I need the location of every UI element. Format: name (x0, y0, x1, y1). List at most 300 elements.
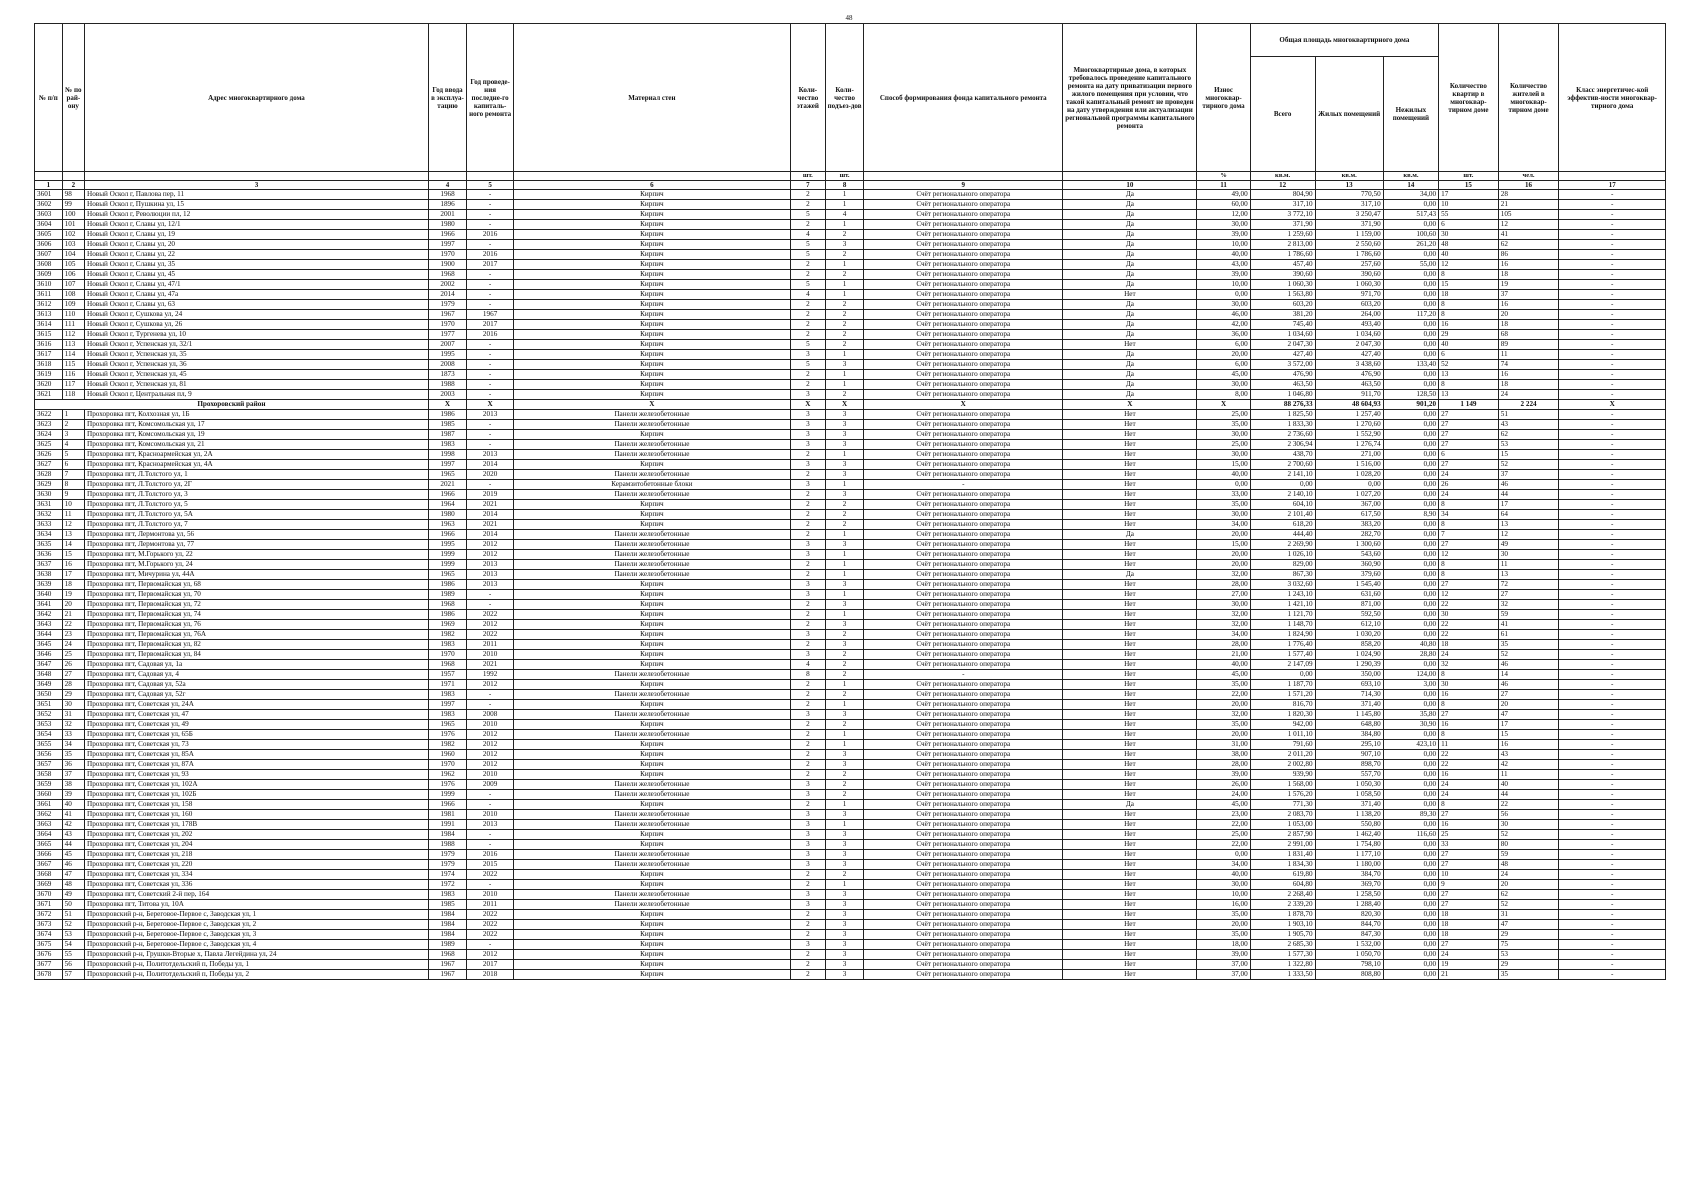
cell-floors: 2 (790, 220, 825, 230)
cell-entrances: 1 (825, 530, 863, 540)
cell-area-living: 1 270,60 (1315, 420, 1383, 430)
cell-last-repair-year: 2012 (467, 750, 514, 760)
cell-residents: 75 (1498, 940, 1559, 950)
cell-apartments: 11 (1439, 740, 1499, 750)
cell-year-built: 1987 (428, 430, 466, 440)
cell-energy-class: - (1559, 530, 1666, 540)
cell-wear: 15,00 (1197, 460, 1250, 470)
cell-area-living: 844,70 (1315, 920, 1383, 930)
unit-apartments: шт. (1439, 172, 1499, 181)
cell-entrances: 3 (825, 810, 863, 820)
cell-area-living: 493,40 (1315, 320, 1383, 330)
cell-floors: 2 (790, 960, 825, 970)
cell-num: 3611 (35, 290, 63, 300)
cell-address: Прохоровка пгт, Советская ул, 334 (85, 870, 429, 880)
cell-area-living: 282,70 (1315, 530, 1383, 540)
cell-privatization-repair: Нет (1063, 620, 1197, 630)
cell-wall-material: Панели железобетонные (514, 900, 791, 910)
cell-last-repair-year: 2012 (467, 740, 514, 750)
cell-apartments: 21 (1439, 970, 1499, 980)
cell-floors: 2 (790, 300, 825, 310)
cell-area-nonliving: 3,00 (1383, 680, 1438, 690)
cell-floors: 2 (790, 330, 825, 340)
cell-year-built: 1983 (428, 710, 466, 720)
cell-wear: 10,00 (1197, 280, 1250, 290)
cell-energy-class: - (1559, 800, 1666, 810)
cell-num: 3631 (35, 500, 63, 510)
table-row (35, 740, 1666, 750)
cell-entrances: 3 (825, 440, 863, 450)
cell-area-total: 1 825,50 (1250, 410, 1315, 420)
cell-area-total: 1 905,70 (1250, 930, 1315, 940)
cell-area-nonliving: 0,00 (1383, 950, 1438, 960)
cell-energy-class: - (1559, 900, 1666, 910)
cell-fund-method: Счёт регионального оператора (864, 800, 1063, 810)
cell-privatization-repair: Нет (1063, 510, 1197, 520)
cell-floors: 2 (790, 260, 825, 270)
cell-area-living: 1 545,40 (1315, 580, 1383, 590)
cell-wear: 49,00 (1197, 190, 1250, 200)
cell-apartments: 16 (1439, 690, 1499, 700)
cell-wear: 25,00 (1197, 410, 1250, 420)
cell-area-nonliving: 0,00 (1383, 750, 1438, 760)
cell-residents: 44 (1498, 490, 1559, 500)
cell-energy-class: - (1559, 620, 1666, 630)
cell-address: Прохоровка пгт, Красноармейская ул, 4А (85, 460, 429, 470)
colnum-num: 1 (35, 181, 63, 190)
cell-wear: 32,00 (1197, 620, 1250, 630)
cell-residents: 11 (1498, 350, 1559, 360)
cell-area-living: 1 516,00 (1315, 460, 1383, 470)
cell-address: Прохоровка пгт, Колхозная ул, 1Б (85, 410, 429, 420)
cell-area-total: 1 833,30 (1250, 420, 1315, 430)
cell-num: 3658 (35, 770, 63, 780)
cell-entrances: 2 (825, 720, 863, 730)
cell-fund-method: Счёт регионального оператора (864, 850, 1063, 860)
cell-energy-class: - (1559, 490, 1666, 500)
cell-residents: 31 (1498, 910, 1559, 920)
cell-district-num: 116 (62, 370, 84, 380)
cell-area-total: 1 776,40 (1250, 640, 1315, 650)
cell-num: 3670 (35, 890, 63, 900)
colnum-entrances: 8 (825, 181, 863, 190)
cell-residents: 43 (1498, 420, 1559, 430)
table-row (35, 550, 1666, 560)
table-row (35, 780, 1666, 790)
cell-last-repair-year: - (467, 220, 514, 230)
cell-energy-class: - (1559, 260, 1666, 270)
cell-privatization-repair: Нет (1063, 900, 1197, 910)
cell-area-nonliving: 0,00 (1383, 960, 1438, 970)
cell-area-nonliving: 0,00 (1383, 820, 1438, 830)
cell-residents: 19 (1498, 280, 1559, 290)
cell-wear: 46,00 (1197, 310, 1250, 320)
cell-floors: 2 (790, 930, 825, 940)
cell-address: Прохоровка пгт, Комсомольская ул, 19 (85, 430, 429, 440)
cell-floors: 2 (790, 510, 825, 520)
cell-area-nonliving: 0,00 (1383, 600, 1438, 610)
cell-wear: 16,00 (1197, 900, 1250, 910)
cell-area-living: 390,60 (1315, 270, 1383, 280)
cell-address: Новый Оскол г, Сушкова ул, 24 (85, 310, 429, 320)
cell-address: Прохоровка пгт, Первомайская ул, 72 (85, 600, 429, 610)
cell-privatization-repair: Да (1063, 380, 1197, 390)
cell-address: Новый Оскол г, Успенская ул, 32/1 (85, 340, 429, 350)
unit-address (85, 172, 429, 181)
district-energy-class: X (1559, 400, 1666, 410)
cell-num: 3620 (35, 380, 63, 390)
cell-area-nonliving: 517,43 (1383, 210, 1438, 220)
cell-privatization-repair: Да (1063, 350, 1197, 360)
cell-area-total: 1 577,40 (1250, 650, 1315, 660)
cell-entrances: 3 (825, 470, 863, 480)
cell-privatization-repair: Нет (1063, 960, 1197, 970)
cell-energy-class: - (1559, 300, 1666, 310)
cell-area-nonliving: 0,00 (1383, 490, 1438, 500)
cell-residents: 27 (1498, 690, 1559, 700)
cell-entrances: 3 (825, 860, 863, 870)
table-row (35, 630, 1666, 640)
cell-wear: 30,00 (1197, 510, 1250, 520)
cell-address: Прохоровка пгт, Л.Толстого ул, 1 (85, 470, 429, 480)
cell-area-living: 612,10 (1315, 620, 1383, 630)
cell-address: Прохоровка пгт, М.Горького ул, 22 (85, 550, 429, 560)
colnum-floors: 7 (790, 181, 825, 190)
cell-residents: 18 (1498, 270, 1559, 280)
cell-area-total: 2 101,40 (1250, 510, 1315, 520)
cell-address: Прохоровка пгт, Л.Толстого ул, 5 (85, 500, 429, 510)
cell-year-built: 1983 (428, 440, 466, 450)
cell-fund-method: Счёт регионального оператора (864, 900, 1063, 910)
cell-num: 3622 (35, 410, 63, 420)
cell-wear: 32,00 (1197, 570, 1250, 580)
cell-wear: 18,00 (1197, 940, 1250, 950)
colnum-district-num: 2 (62, 181, 84, 190)
cell-year-built: 1982 (428, 630, 466, 640)
cell-energy-class: - (1559, 470, 1666, 480)
cell-floors: 2 (790, 680, 825, 690)
cell-entrances: 2 (825, 320, 863, 330)
cell-area-nonliving: 0,00 (1383, 530, 1438, 540)
cell-fund-method: - (864, 670, 1063, 680)
cell-year-built: 2002 (428, 280, 466, 290)
cell-residents: 40 (1498, 780, 1559, 790)
cell-wall-material: Кирпич (514, 280, 791, 290)
cell-privatization-repair: Нет (1063, 880, 1197, 890)
cell-energy-class: - (1559, 210, 1666, 220)
table-row (35, 300, 1666, 310)
cell-privatization-repair: Нет (1063, 740, 1197, 750)
cell-apartments: 16 (1439, 720, 1499, 730)
cell-wear: 6,00 (1197, 340, 1250, 350)
cell-num: 3666 (35, 850, 63, 860)
colnum-last-repair-year: 5 (467, 181, 514, 190)
cell-year-built: 1999 (428, 550, 466, 560)
cell-privatization-repair: Да (1063, 300, 1197, 310)
cell-fund-method: Счёт регионального оператора (864, 300, 1063, 310)
cell-wear: 20,00 (1197, 550, 1250, 560)
cell-floors: 2 (790, 690, 825, 700)
cell-address: Прохоровка пгт, Первомайская ул, 76А (85, 630, 429, 640)
cell-apartments: 32 (1439, 660, 1499, 670)
cell-area-nonliving: 0,00 (1383, 920, 1438, 930)
cell-wear: 35,00 (1197, 500, 1250, 510)
cell-num: 3669 (35, 880, 63, 890)
cell-address: Новый Оскол г, Славы ул, 45 (85, 270, 429, 280)
cell-address: Прохоровка пгт, Л.Толстого ул, 3 (85, 490, 429, 500)
cell-entrances: 2 (825, 300, 863, 310)
unit-num (35, 172, 63, 181)
cell-area-total: 791,60 (1250, 740, 1315, 750)
cell-address: Прохоровка пгт, Красноармейская ул, 2А (85, 450, 429, 460)
cell-address: Прохоровка пгт, Л.Толстого ул, 7 (85, 520, 429, 530)
cell-privatization-repair: Нет (1063, 910, 1197, 920)
cell-year-built: 1980 (428, 220, 466, 230)
cell-entrances: 4 (825, 210, 863, 220)
cell-wear: 30,00 (1197, 300, 1250, 310)
cell-district-num: 50 (62, 900, 84, 910)
cell-fund-method: Счёт регионального оператора (864, 890, 1063, 900)
cell-area-nonliving: 0,00 (1383, 520, 1438, 530)
cell-fund-method: Счёт регионального оператора (864, 350, 1063, 360)
cell-energy-class: - (1559, 320, 1666, 330)
cell-fund-method: Счёт регионального оператора (864, 790, 1063, 800)
cell-fund-method: Счёт регионального оператора (864, 740, 1063, 750)
cell-floors: 3 (790, 940, 825, 950)
cell-floors: 2 (790, 610, 825, 620)
cell-area-living: 714,30 (1315, 690, 1383, 700)
cell-district-num: 10 (62, 500, 84, 510)
cell-area-living: 911,70 (1315, 390, 1383, 400)
cell-num: 3667 (35, 860, 63, 870)
cell-privatization-repair: Нет (1063, 750, 1197, 760)
cell-area-living: 2 047,30 (1315, 340, 1383, 350)
cell-floors: 2 (790, 800, 825, 810)
cell-fund-method: Счёт регионального оператора (864, 930, 1063, 940)
cell-district-num: 21 (62, 610, 84, 620)
cell-area-living: 360,90 (1315, 560, 1383, 570)
cell-entrances: 3 (825, 710, 863, 720)
cell-entrances: 1 (825, 800, 863, 810)
cell-last-repair-year: 2020 (467, 470, 514, 480)
unit-area-living: кв.м. (1315, 172, 1383, 181)
cell-area-total: 1 568,00 (1250, 780, 1315, 790)
cell-address: Прохоровка пгт, Советская ул, 49 (85, 720, 429, 730)
cell-privatization-repair: Нет (1063, 640, 1197, 650)
cell-entrances: 2 (825, 660, 863, 670)
cell-wear: 30,00 (1197, 880, 1250, 890)
cell-address: Прохоровка пгт, Советская ул, 47 (85, 710, 429, 720)
cell-area-living: 1 257,40 (1315, 410, 1383, 420)
cell-last-repair-year: - (467, 700, 514, 710)
table-row (35, 560, 1666, 570)
cell-fund-method: Счёт регионального оператора (864, 770, 1063, 780)
table-row (35, 460, 1666, 470)
cell-address: Прохоровка пгт, Л.Толстого ул, 2Г (85, 480, 429, 490)
cell-district-num: 51 (62, 910, 84, 920)
cell-floors: 5 (790, 250, 825, 260)
cell-privatization-repair: Да (1063, 230, 1197, 240)
cell-apartments: 8 (1439, 310, 1499, 320)
cell-num: 3635 (35, 540, 63, 550)
cell-wear: 38,00 (1197, 750, 1250, 760)
table-row (35, 860, 1666, 870)
cell-privatization-repair: Нет (1063, 810, 1197, 820)
cell-residents: 20 (1498, 310, 1559, 320)
cell-energy-class: - (1559, 770, 1666, 780)
cell-address: Новый Оскол г, Славы ул, 47/1 (85, 280, 429, 290)
cell-address: Прохоровка пгт, Первомайская ул, 74 (85, 610, 429, 620)
cell-area-living: 384,80 (1315, 730, 1383, 740)
cell-wear: 35,00 (1197, 930, 1250, 940)
table-row (35, 840, 1666, 850)
cell-address: Прохоровка пгт, Советская ул, 220 (85, 860, 429, 870)
cell-area-nonliving: 0,00 (1383, 290, 1438, 300)
cell-last-repair-year: 2012 (467, 680, 514, 690)
cell-floors: 2 (790, 740, 825, 750)
cell-wear: 35,00 (1197, 680, 1250, 690)
cell-entrances: 2 (825, 770, 863, 780)
cell-num: 3614 (35, 320, 63, 330)
district-area-nonliving: 901,20 (1383, 400, 1438, 410)
cell-address: Прохоровка пгт, Советская ул, 85А (85, 750, 429, 760)
cell-year-built: 2021 (428, 480, 466, 490)
cell-area-living: 1 180,00 (1315, 860, 1383, 870)
cell-area-living: 631,60 (1315, 590, 1383, 600)
cell-year-built: 1966 (428, 530, 466, 540)
cell-last-repair-year: 2012 (467, 950, 514, 960)
cell-wall-material: Кирпич (514, 880, 791, 890)
cell-num: 3647 (35, 660, 63, 670)
cell-last-repair-year: 2010 (467, 720, 514, 730)
cell-residents: 68 (1498, 330, 1559, 340)
cell-floors: 5 (790, 280, 825, 290)
cell-floors: 3 (790, 710, 825, 720)
cell-address: Новый Оскол г, Успенская ул, 35 (85, 350, 429, 360)
cell-fund-method: Счёт регионального оператора (864, 640, 1063, 650)
cell-area-total: 1 786,60 (1250, 250, 1315, 260)
cell-area-living: 898,70 (1315, 760, 1383, 770)
cell-last-repair-year: - (467, 840, 514, 850)
cell-area-living: 1 754,80 (1315, 840, 1383, 850)
cell-year-built: 1979 (428, 860, 466, 870)
cell-apartments: 22 (1439, 600, 1499, 610)
cell-district-num: 53 (62, 930, 84, 940)
cell-floors: 3 (790, 420, 825, 430)
cell-num: 3654 (35, 730, 63, 740)
cell-area-nonliving: 0,00 (1383, 320, 1438, 330)
cell-energy-class: - (1559, 880, 1666, 890)
cell-entrances: 1 (825, 280, 863, 290)
cell-area-total: 939,90 (1250, 770, 1315, 780)
cell-floors: 3 (790, 900, 825, 910)
cell-apartments: 34 (1439, 510, 1499, 520)
cell-energy-class: - (1559, 520, 1666, 530)
cell-floors: 2 (790, 620, 825, 630)
cell-apartments: 12 (1439, 260, 1499, 270)
cell-num: 3678 (35, 970, 63, 980)
cell-area-nonliving: 0,00 (1383, 300, 1438, 310)
cell-energy-class: - (1559, 430, 1666, 440)
cell-area-total: 1 053,00 (1250, 820, 1315, 830)
cell-area-total: 1 903,10 (1250, 920, 1315, 930)
cell-privatization-repair: Нет (1063, 430, 1197, 440)
cell-wear: 20,00 (1197, 560, 1250, 570)
cell-entrances: 1 (825, 680, 863, 690)
cell-year-built: 1988 (428, 840, 466, 850)
cell-area-nonliving: 0,00 (1383, 800, 1438, 810)
cell-num: 3652 (35, 710, 63, 720)
cell-entrances: 1 (825, 820, 863, 830)
cell-num: 3628 (35, 470, 63, 480)
cell-fund-method: Счёт регионального оператора (864, 780, 1063, 790)
cell-address: Прохоровка пгт, Лермонтова ул, 77 (85, 540, 429, 550)
cell-privatization-repair: Нет (1063, 410, 1197, 420)
cell-year-built: 1960 (428, 750, 466, 760)
cell-area-nonliving: 0,00 (1383, 460, 1438, 470)
cell-district-num: 12 (62, 520, 84, 530)
cell-year-built: 1974 (428, 870, 466, 880)
cell-apartments: 27 (1439, 810, 1499, 820)
cell-floors: 2 (790, 600, 825, 610)
cell-num: 3655 (35, 740, 63, 750)
cell-wear: 39,00 (1197, 950, 1250, 960)
cell-area-total: 2 147,09 (1250, 660, 1315, 670)
cell-residents: 41 (1498, 620, 1559, 630)
cell-year-built: 1984 (428, 910, 466, 920)
cell-area-living: 1 050,70 (1315, 950, 1383, 960)
cell-num: 3649 (35, 680, 63, 690)
cell-area-total: 2 991,00 (1250, 840, 1315, 850)
header-wall-material: Материал стен (514, 24, 791, 172)
table-row (35, 470, 1666, 480)
cell-last-repair-year: - (467, 290, 514, 300)
cell-area-total: 2 002,80 (1250, 760, 1315, 770)
cell-wall-material: Кирпич (514, 580, 791, 590)
cell-floors: 4 (790, 230, 825, 240)
cell-num: 3632 (35, 510, 63, 520)
cell-entrances: 3 (825, 430, 863, 440)
cell-apartments: 27 (1439, 710, 1499, 720)
cell-residents: 59 (1498, 610, 1559, 620)
cell-district-num: 2 (62, 420, 84, 430)
cell-area-total: 2 011,20 (1250, 750, 1315, 760)
cell-apartments: 6 (1439, 220, 1499, 230)
table-row (35, 590, 1666, 600)
cell-area-total: 2 813,00 (1250, 240, 1315, 250)
cell-fund-method: Счёт регионального оператора (864, 590, 1063, 600)
cell-district-num: 55 (62, 950, 84, 960)
cell-area-total: 444,40 (1250, 530, 1315, 540)
cell-energy-class: - (1559, 330, 1666, 340)
cell-year-built: 1991 (428, 820, 466, 830)
cell-year-built: 1969 (428, 620, 466, 630)
table-row (35, 420, 1666, 430)
cell-residents: 35 (1498, 640, 1559, 650)
cell-district-num: 24 (62, 640, 84, 650)
cell-energy-class: - (1559, 750, 1666, 760)
cell-entrances: 2 (825, 630, 863, 640)
cell-area-total: 867,30 (1250, 570, 1315, 580)
table-header (35, 24, 1666, 190)
cell-area-living: 858,20 (1315, 640, 1383, 650)
cell-area-nonliving: 0,00 (1383, 660, 1438, 670)
header-area-total: Всего (1250, 57, 1315, 172)
cell-privatization-repair: Нет (1063, 970, 1197, 980)
cell-address: Прохоровка пгт, Советская ул, 218 (85, 850, 429, 860)
cell-district-num: 46 (62, 860, 84, 870)
cell-wear: 42,00 (1197, 320, 1250, 330)
